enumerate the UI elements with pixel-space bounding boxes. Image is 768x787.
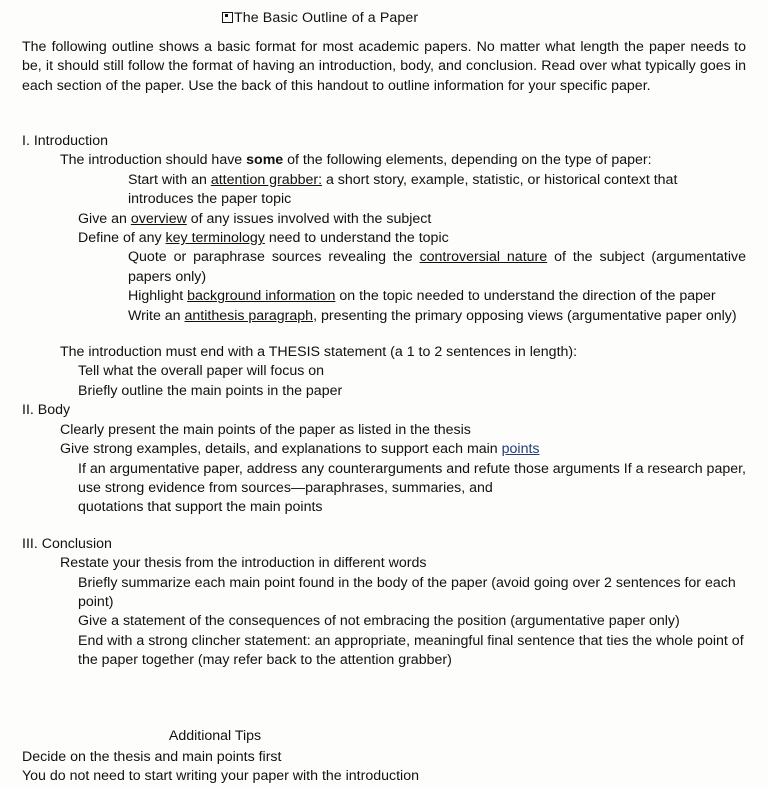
item-text-post: need to understand the topic — [264, 230, 449, 247]
item-text-post: on the topic needed to understand the direction of the paper — [335, 288, 716, 305]
spacer — [0, 326, 768, 343]
section-numeral: II. — [22, 402, 34, 419]
thesis-item: Briefly outline the main points in the paper — [78, 382, 343, 399]
conclusion-item: Briefly summarize each main point found in the body of the paper (avoid going over 2 sentences for each point) — [78, 574, 740, 610]
introduction-item — [128, 287, 746, 306]
item-text-pre: Define of any — [78, 230, 166, 247]
section-heading-body — [22, 401, 768, 420]
conclusion-item: End with a strong clincher statement: an appropriate, meaningful final sentence that ties the whole point of the paper together (may refer back to the attention grabber) — [78, 632, 748, 669]
introduction-lead-bold: some — [246, 152, 284, 169]
introduction-lead — [60, 151, 746, 170]
introduction-lead-pre: The introduction should have — [60, 152, 247, 169]
introduction-lead-post: of the following elements, depending on the type of paper: — [283, 152, 652, 169]
page-title — [222, 9, 418, 27]
item-underlined-term: antithesis paragraph, — [184, 307, 318, 324]
introduction-item — [78, 210, 746, 229]
thesis-lead: The introduction must end with a THESIS statement (a 1 to 2 sentences in length): — [60, 344, 578, 361]
item-text-pre: Write an — [128, 307, 185, 324]
item-underlined-term: overview — [130, 210, 187, 227]
conclusion-item: Give a statement of the consequences of not embracing the position (argumentative paper only) — [78, 613, 680, 630]
tip-item: Decide on the thesis and main points first — [22, 749, 282, 765]
item-underlined-term: key terminology — [165, 230, 265, 247]
body-item-with-link — [60, 440, 746, 459]
item-underlined-term: controversial nature — [419, 249, 548, 266]
body-item: Clearly present the main points of the paper as listed in the thesis — [60, 421, 471, 438]
item-underlined-term: attention grabber: — [210, 171, 323, 188]
body-subitem: If an argumentative paper, address any counterarguments and refute those arguments If a research paper, use strong evidence from sources—paraphrases, summaries, and — [78, 460, 750, 496]
introduction-item — [128, 248, 750, 287]
intro-paragraph: The following outline shows a basic format for most academic papers. No matter what length the paper needs to be, it should still follow the format of having an introduction, body, and conclusion. Read over what typically goes in each section of the paper. Use the back of this handout to outline information for your specific paper. — [22, 39, 750, 94]
additional-tips-heading: Additional Tips — [168, 728, 262, 744]
section-numeral: III. — [22, 535, 38, 552]
item-text-pre: Quote or paraphrase sources revealing the — [128, 249, 420, 266]
item-text-post: presenting the primary opposing views (argumentative paper only) — [317, 307, 737, 324]
item-text-post: a short story, example, statistic, or historical context that introduces the paper topic — [128, 171, 682, 208]
body-subitem: quotations that support the main points — [78, 499, 323, 516]
item-text-pre: Give an — [78, 210, 131, 227]
item-text-post: of the subject (argumentative papers only) — [128, 249, 750, 285]
section-heading-label: Introduction — [33, 133, 108, 149]
section-heading-label: Conclusion — [41, 535, 112, 552]
missing-character-box-icon — [222, 12, 233, 23]
additional-tips-list — [22, 748, 722, 787]
tip-item: You do not need to start writing your paper with the introduction — [22, 768, 419, 785]
introduction-item — [128, 171, 746, 210]
body-item-text: Give strong examples, details, and explanations to support each main — [60, 441, 502, 458]
conclusion-lead: Restate your thesis from the introduction in different words — [60, 555, 427, 572]
points-link[interactable]: points — [501, 441, 540, 458]
item-text-post: of any issues involved with the subject — [186, 210, 432, 227]
page-title-text: The Basic Outline of a Paper — [234, 10, 419, 26]
item-underlined-term: background information — [187, 288, 336, 305]
introduction-item — [128, 307, 746, 326]
section-heading-introduction — [22, 132, 768, 151]
thesis-item: Tell what the overall paper will focus on — [78, 363, 325, 380]
item-text-pre: Highlight — [128, 288, 188, 305]
spacer — [0, 518, 768, 535]
outline-body — [0, 132, 768, 671]
introduction-item — [78, 229, 746, 248]
item-text-pre: Start with an — [128, 171, 211, 188]
section-heading-conclusion — [22, 535, 768, 554]
section-numeral: I. — [22, 133, 30, 149]
section-heading-label: Body — [37, 402, 71, 419]
